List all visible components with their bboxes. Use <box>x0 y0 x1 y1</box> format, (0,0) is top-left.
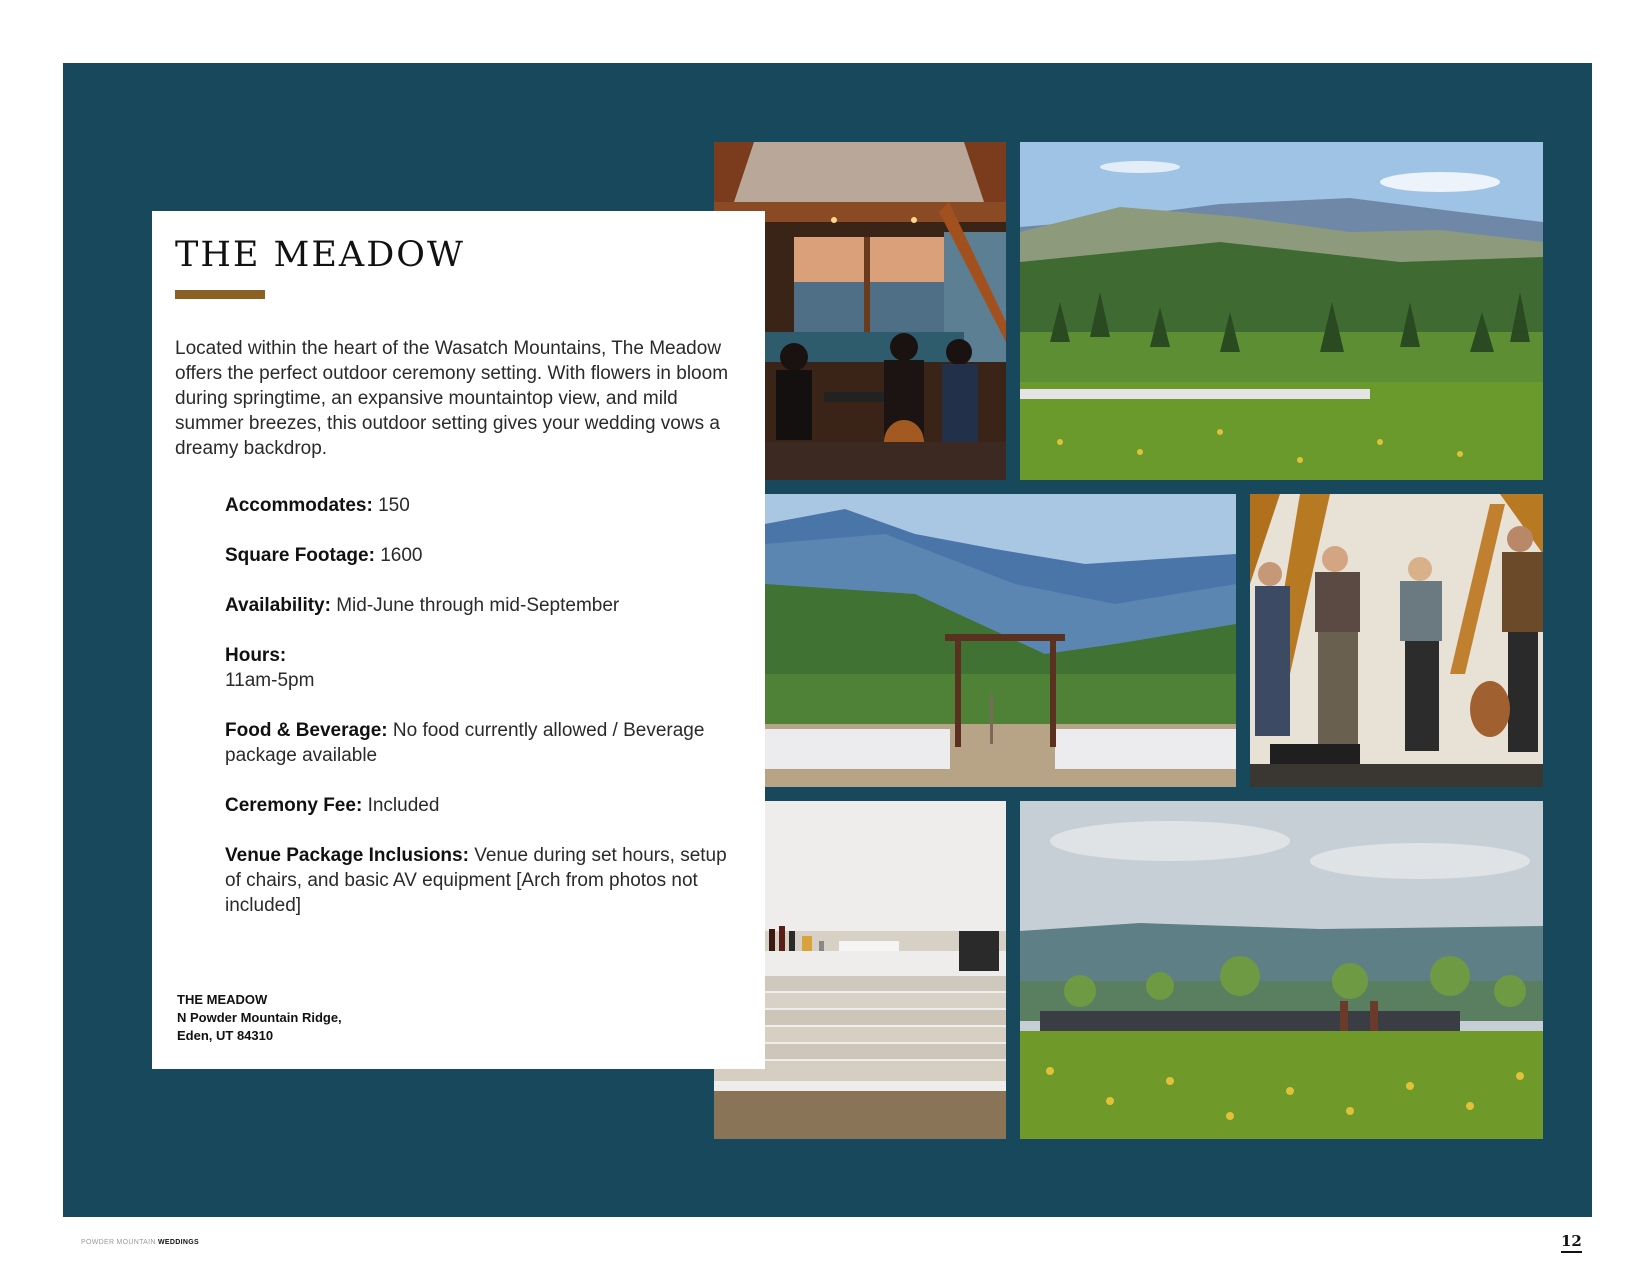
fact-hours <box>225 643 735 693</box>
fact-value: Mid-June through mid-September <box>336 595 620 616</box>
fact-label: Ceremony Fee: <box>225 795 363 816</box>
fact-value: Venue during set hours, setup of chairs, and basic AV equipment [Arch from photos not included] <box>225 845 727 916</box>
band-performance-photo <box>1250 494 1543 787</box>
fact-value: 1600 <box>380 545 423 566</box>
fact-label: Food & Beverage: <box>225 720 388 741</box>
mountain-meadow-photo <box>1020 142 1543 480</box>
address-line-2: Eden, UT 84310 <box>177 1028 274 1043</box>
venue-title: THE MEADOW <box>175 235 465 275</box>
fact-package-inclusions <box>225 843 735 918</box>
fact-availability <box>225 593 735 618</box>
fact-value: Included <box>367 795 440 816</box>
page-number: 12 <box>1561 1232 1582 1253</box>
fact-label: Accommodates: <box>225 495 373 516</box>
title-underline <box>175 290 265 299</box>
venue-description: Located within the heart of the Wasatch Mountains, The Meadow offers the perfect outdoor ceremony setting. With flowers in bloom during springtime, an expansive mountaintop view, and mild summer breezes, this outdoor setting gives your wedding vows a dreamy backdrop. <box>175 338 729 459</box>
footer-brand <box>81 1239 199 1246</box>
fact-square-footage <box>225 543 735 568</box>
fact-accommodates <box>225 493 735 518</box>
meadow-ceremony-guests-photo <box>1020 801 1543 1139</box>
footer-brand-light: POWDER MOUNTAIN <box>81 1239 156 1246</box>
venue-address <box>177 991 477 1045</box>
fact-ceremony-fee <box>225 793 735 818</box>
fact-label: Square Footage: <box>225 545 375 566</box>
fact-label: Availability: <box>225 595 331 616</box>
fact-label: Venue Package Inclusions: <box>225 845 469 866</box>
fact-value: 11am-5pm <box>225 670 315 691</box>
fact-value: No food currently allowed / Beverage package available <box>225 720 705 766</box>
venue-info-card <box>152 211 765 1069</box>
fact-label: Hours: <box>225 645 287 666</box>
fact-food-beverage <box>225 718 735 768</box>
address-line-1: N Powder Mountain Ridge, <box>177 1010 342 1025</box>
address-name: THE MEADOW <box>177 992 268 1007</box>
venue-facts <box>225 493 735 943</box>
fact-value: 150 <box>378 495 410 516</box>
ceremony-arch-photo <box>765 494 1236 787</box>
footer-brand-bold: WEDDINGS <box>158 1239 199 1246</box>
